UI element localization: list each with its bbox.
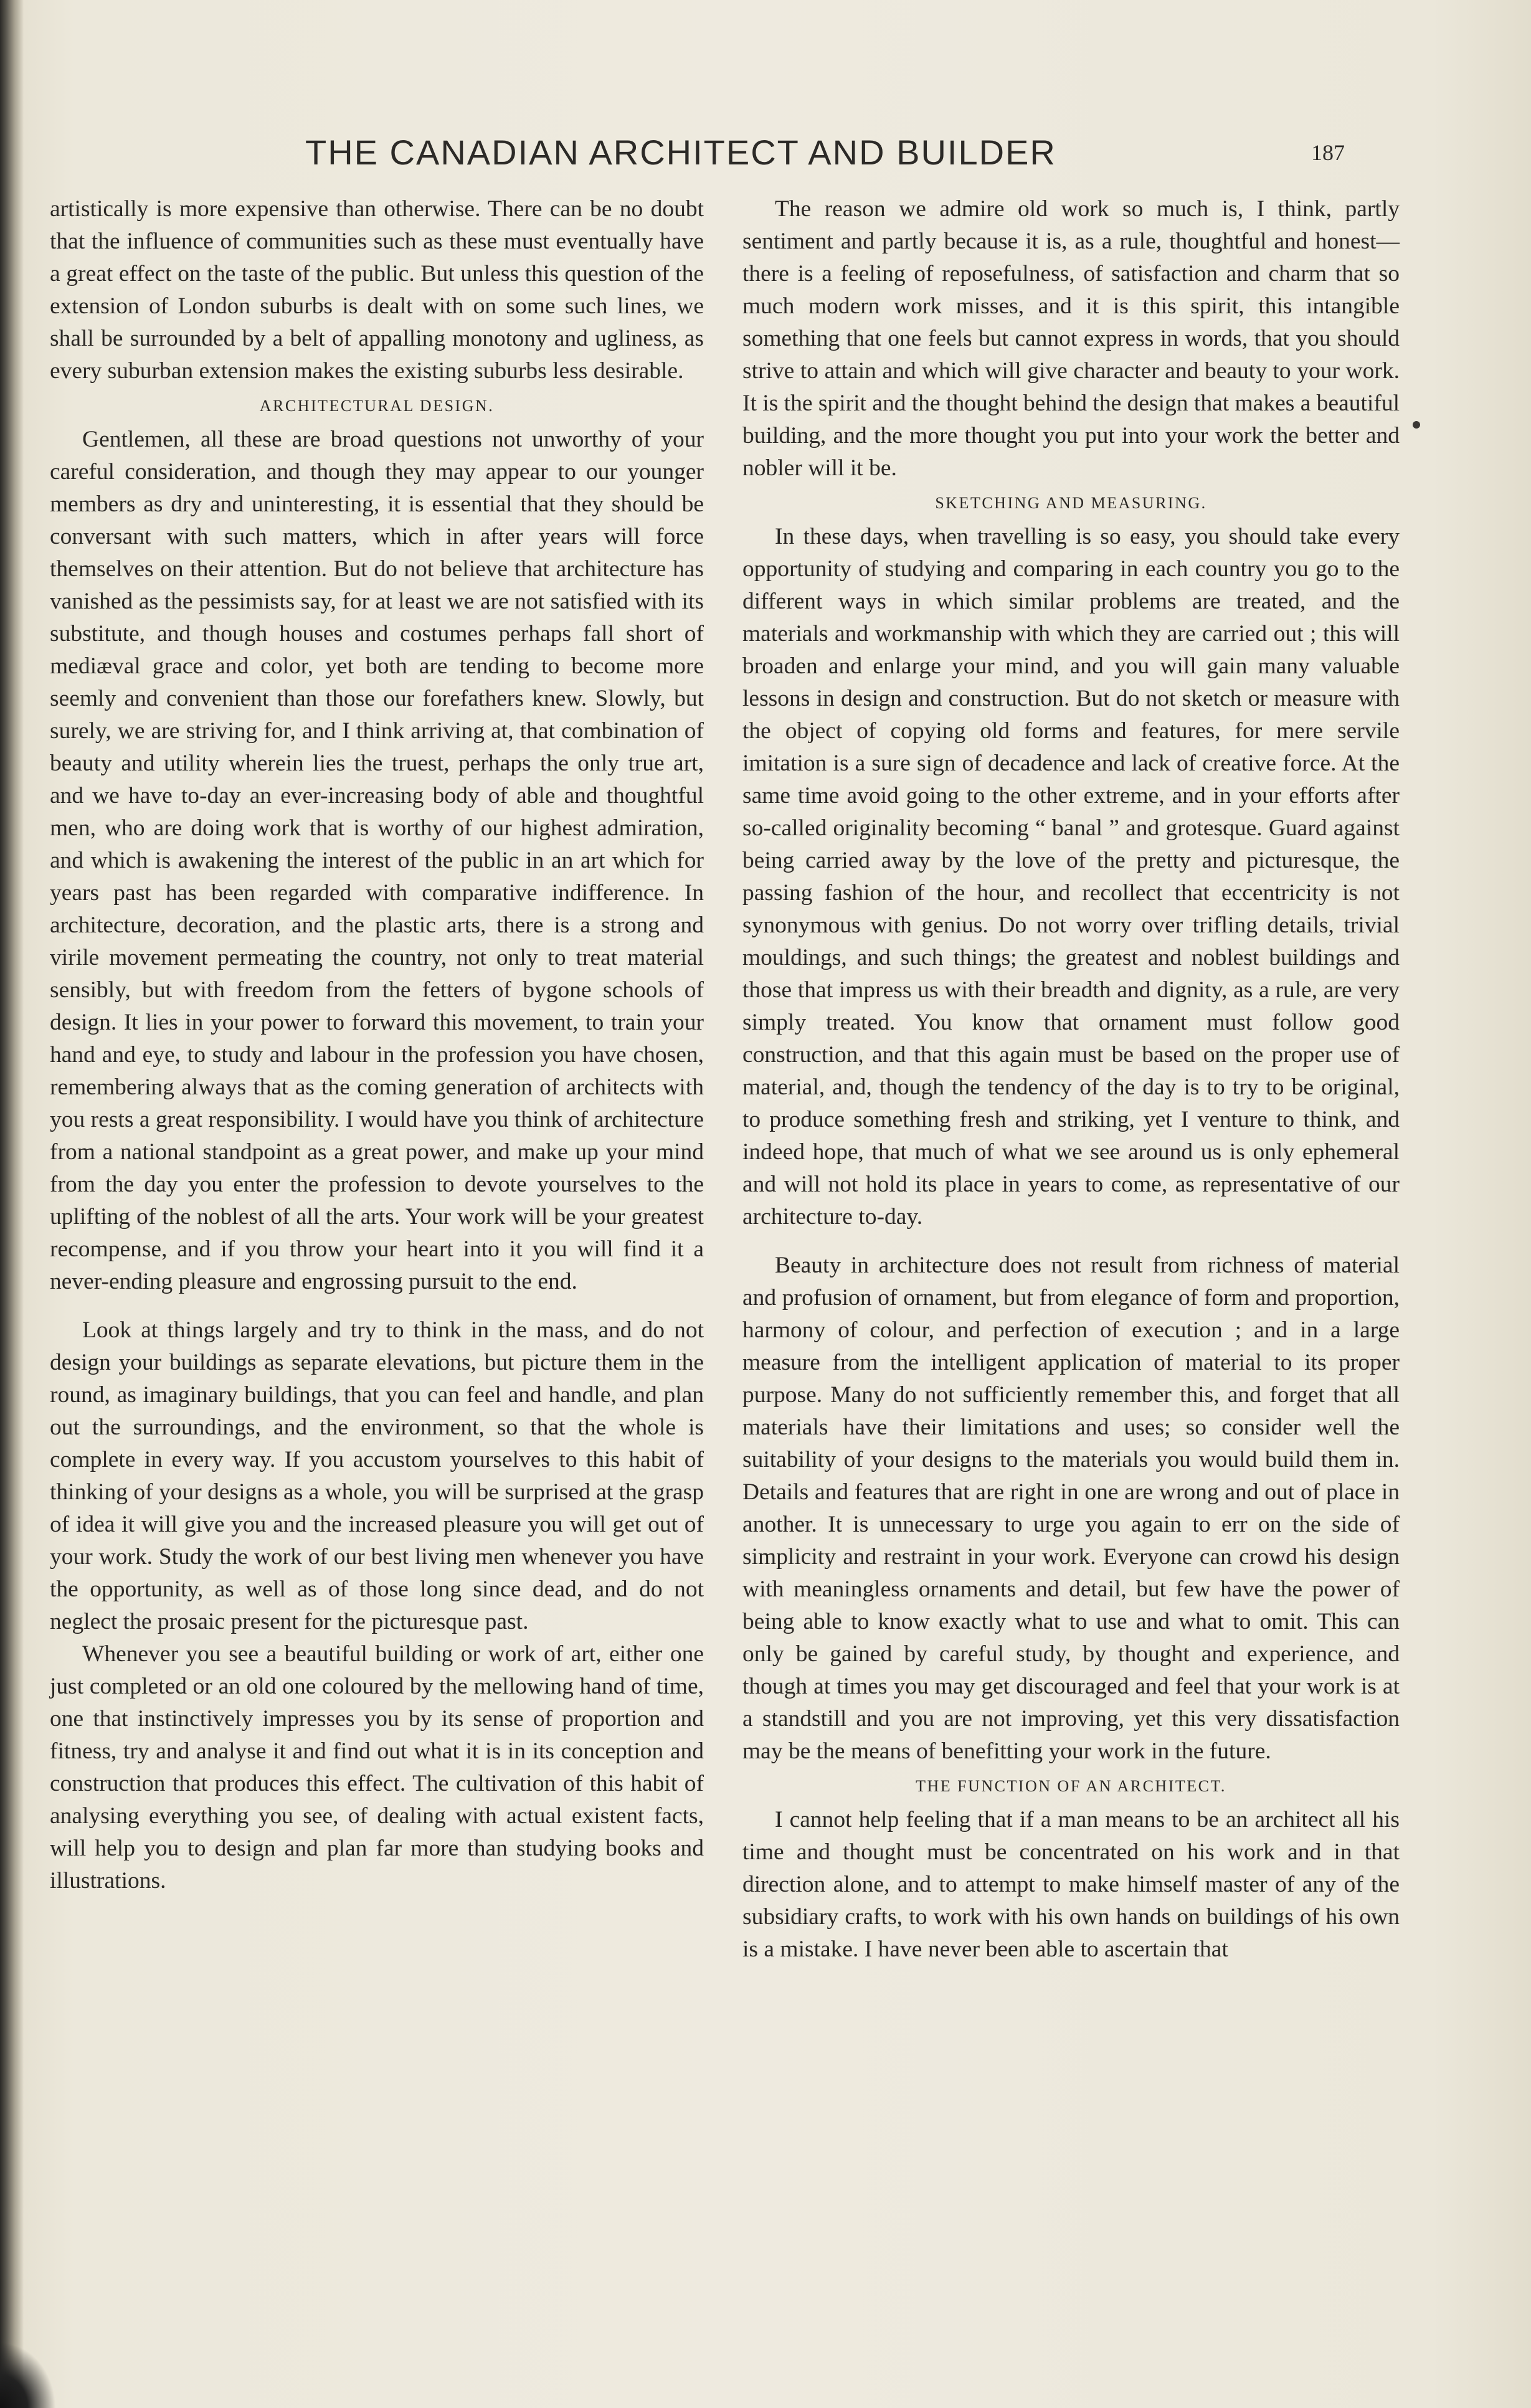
paragraph: The reason we admire old work so much is, I think, partly sentiment and partly because it is, as a rule, thoughtful and honest—there is a feeling of reposefulness, of satisfaction and charm that so much modern work misses, and it is this spirit, this intangible something that one feels but cannot express in words, that you should strive to attain and which will give character and beauty to your work. It is the spirit and the thought behind the design that makes a beautiful building, and the more thought you put into your work the better and nobler will it be. xyxy=(742,196,1400,481)
paragraph: Look at things largely and try to think in the mass, and do not design your buildings as separate elevations, but picture them in the round, as imaginary buildings, that you can feel and handle, and plan out the surroundings, and the environment, so that the whole is complete in every way. If you accustom yourselves to this habit of thinking of your designs as a whole, you will be surprised at the grasp of idea it will give you and the increased pleasure you will get out of your work. Study the work of our best living men whenever you have the opportunity, as well as of those long since dead, and do not neglect the prosaic present for the picturesque past. xyxy=(50,1317,704,1634)
right-column xyxy=(742,193,1400,1966)
left-column xyxy=(50,193,704,1897)
section-heading-architectural-design: ARCHITECTURAL DESIGN. xyxy=(259,397,495,415)
paragraph: artistically is more expensive than otherwise. There can be no doubt that the influence of communities such as these must eventually have a great effect on the taste of the public. But unless this question of the extension of London suburbs is dealt with on some such lines, we shall be surrounded by a belt of appalling monotony and ugliness, as every suburban extension makes the existing suburbs less desirable. xyxy=(50,196,704,384)
paragraph: In these days, when travelling is so easy, you should take every opportunity of studying and comparing in each country you go to the different ways in which similar problems are treated, and the materials and workmanship with which they are carried out ; this will broaden and enlarge your mind, and you will gain many valuable lessons in design and construction. But do not sketch or measure with the object of copying old forms and features, for mere servile imitation is a sure sign of decadence and lack of creative force. At the same time avoid going to the other extreme, and in your efforts after so-called originality becoming “ banal ” and grotesque. Guard against being carried away by the love of the pretty and picturesque, the passing fashion of the hour, and recollect that eccentricity is not synonymous with genius. Do not worry over trifling details, trivial mouldings, and such things; the greatest and noblest buildings and those that impress us with their breadth and dignity, as a rule, are very simply treated. You know that ornament must follow good construction, and that this again must be based on the proper use of material, and, though the tendency of the day is to try to be original, to produce something fresh and striking, yet I venture to think, and indeed hope, that much of what we see around us is only ephemeral and will not hold its place in years to come, as representative of our architecture to-day. xyxy=(742,524,1400,1230)
page-number: 187 xyxy=(1311,140,1345,165)
ink-speck xyxy=(1413,421,1420,429)
section-heading-sketching-and-measuring: SKETCHING AND MEASURING. xyxy=(935,494,1207,512)
paragraph: Whenever you see a beautiful building or work of art, either one just completed or an old one coloured by the mellowing hand of time, one that instinctively impresses you by its sense of proportion and fitness, try and analyse it and find out what it is in its conception and construction that produces this effect. The cultivation of this habit of analysing everything you see, of dealing with actual existent facts, will help you to design and plan far more than studying books and illustrations. xyxy=(50,1641,704,1894)
page-binding-shadow xyxy=(0,0,24,2408)
section-heading-function-of-an-architect: THE FUNCTION OF AN ARCHITECT. xyxy=(916,1777,1226,1795)
running-head xyxy=(0,125,1531,174)
journal-title: THE CANADIAN ARCHITECT AND BUILDER xyxy=(305,133,1056,172)
page-corner-shadow xyxy=(0,2342,56,2408)
paragraph: Gentlemen, all these are broad questions not unworthy of your careful consideration, and though they may appear to our younger members as dry and uninteresting, it is essential that they should be conversant with such matters, which in after years will force themselves on their attention. But do not believe that architecture has vanished as the pessimists say, for at least we are not satisfied with its substitute, and though houses and costumes perhaps fall short of mediæval grace and color, yet both are tending to become more seemly and convenient than those our forefathers knew. Slowly, but surely, we are striving for, and I think arriving at, that combination of beauty and utility wherein lies the truest, perhaps the only true art, and we have to-day an ever-increasing body of able and thoughtful men, who are doing work that is worthy of our highest admiration, and which is awakening the interest of the public in an art which for years past has been regarded with comparative indifference. In architecture, decoration, and the plastic arts, there is a strong and virile movement permeating the country, not only to treat material sensibly, but with freedom from the fetters of bygone schools of design. It lies in your power to forward this movement, to train your hand and eye, to study and labour in the profession you have chosen, remembering always that as the coming generation of architects with you rests a great responsibility. I would have you think of architecture from a national standpoint as a great power, and make up your mind from the day you enter the profession to devote yourselves to the uplifting of the noblest of all the arts. Your work will be your greatest recompense, and if you throw your heart into it you will find it a never-ending pleasure and engrossing pursuit to the end. xyxy=(50,427,704,1294)
paragraph: I cannot help feeling that if a man means to be an architect all his time and thought must be concentrated on his work and in that direction alone, and to attempt to make himself master of any of the subsidiary crafts, to work with his own hands on buildings of his own is a mistake. I have never been able to ascertain that xyxy=(742,1807,1400,1962)
paragraph: Beauty in architecture does not result from richness of material and profusion of ornament, but from elegance of form and proportion, harmony of colour, and perfection of execution ; and in a large measure from the intelligent application of material to its proper purpose. Many do not sufficiently remember this, and forget that all materials have their limitations and uses; so consider well the suitability of your designs to the materials you would build them in. Details and features that are right in one are wrong and out of place in another. It is unnecessary to urge you again to err on the side of simplicity and restraint in your work. Everyone can crowd his design with meaningless ornaments and detail, but few have the power of being able to know exactly what to use and what to omit. This can only be gained by careful study, by thought and experience, and though at times you may get discouraged and feel that your work is at a standstill and you are not improving, yet this very dissatisfaction may be the means of benefitting your work in the future. xyxy=(742,1253,1400,1764)
